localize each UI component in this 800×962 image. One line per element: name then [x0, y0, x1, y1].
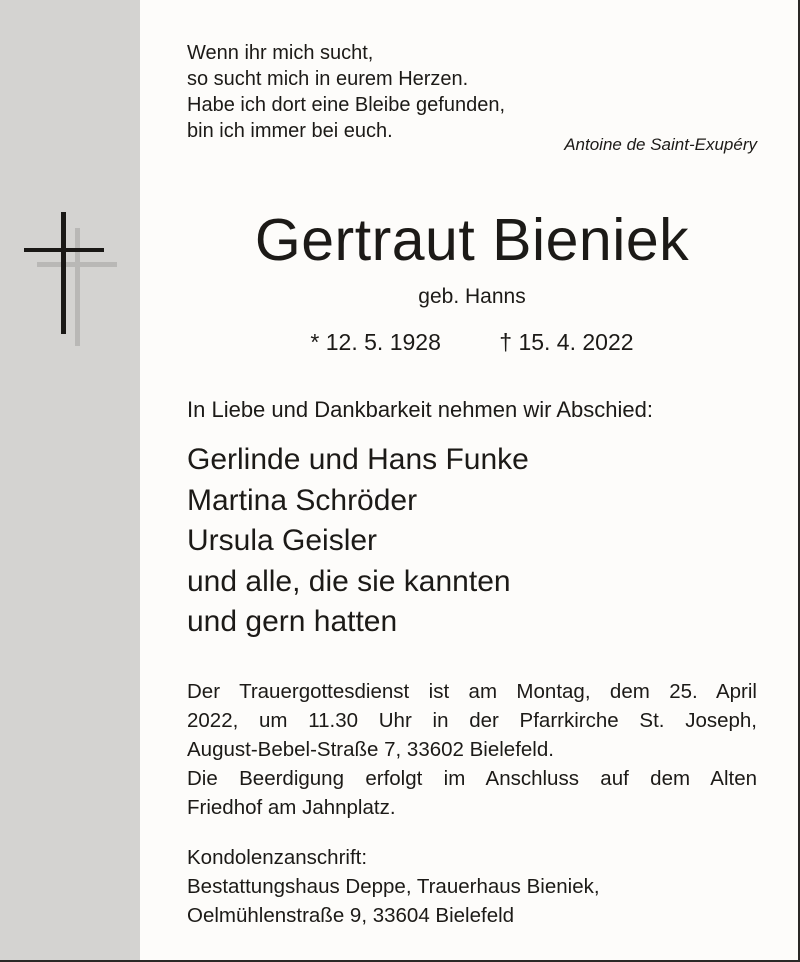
condolence-address	[187, 843, 600, 930]
farewell-line: In Liebe und Dankbarkeit nehmen wir Abschied:	[187, 397, 653, 422]
deceased-name: Gertraut Bieniek	[254, 207, 690, 273]
maiden-name: geb. Hanns	[418, 285, 526, 308]
service-info	[187, 677, 757, 822]
death-date: † 15. 4. 2022	[499, 329, 634, 355]
service-line: August-Bebel-Straße 7, 33602 Bielefeld.	[187, 738, 554, 761]
poem-author: Antoine de Saint-Exupéry	[564, 135, 757, 154]
service-line: Die Beerdigung erfolgt im Anschluss auf dem Alten	[187, 767, 757, 790]
service-line: 2022, um 11.30 Uhr in der Pfarrkirche St. Joseph,	[187, 709, 757, 732]
mourner: Ursula Geisler	[187, 524, 378, 557]
condolence-line: Oelmühlenstraße 9, 33604 Bielefeld	[187, 904, 515, 927]
mourners-list	[187, 440, 529, 643]
condolence-label: Kondolenzanschrift:	[187, 846, 368, 869]
service-line: Friedhof am Jahnplatz.	[187, 796, 396, 819]
mourner: Gerlinde und Hans Funke	[187, 443, 529, 476]
birth-date: * 12. 5. 1928	[310, 329, 441, 355]
mourner: Martina Schröder	[187, 483, 418, 517]
poem-line: so sucht mich in eurem Herzen.	[187, 68, 469, 90]
mourner: und gern hatten	[187, 605, 398, 638]
cross-icon	[0, 0, 140, 360]
life-dates	[187, 327, 757, 357]
mourner: und alle, die sie kannten	[187, 564, 511, 598]
poem	[187, 40, 757, 154]
poem-line: bin ich immer bei euch.	[187, 120, 393, 142]
service-line: Der Trauergottesdienst ist am Montag, dem 25. April	[187, 680, 757, 703]
poem-line: Wenn ihr mich sucht,	[187, 42, 374, 64]
condolence-line: Bestattungshaus Deppe, Trauerhaus Bieniek,	[187, 875, 600, 898]
poem-line: Habe ich dort eine Bleibe gefunden,	[187, 94, 506, 116]
